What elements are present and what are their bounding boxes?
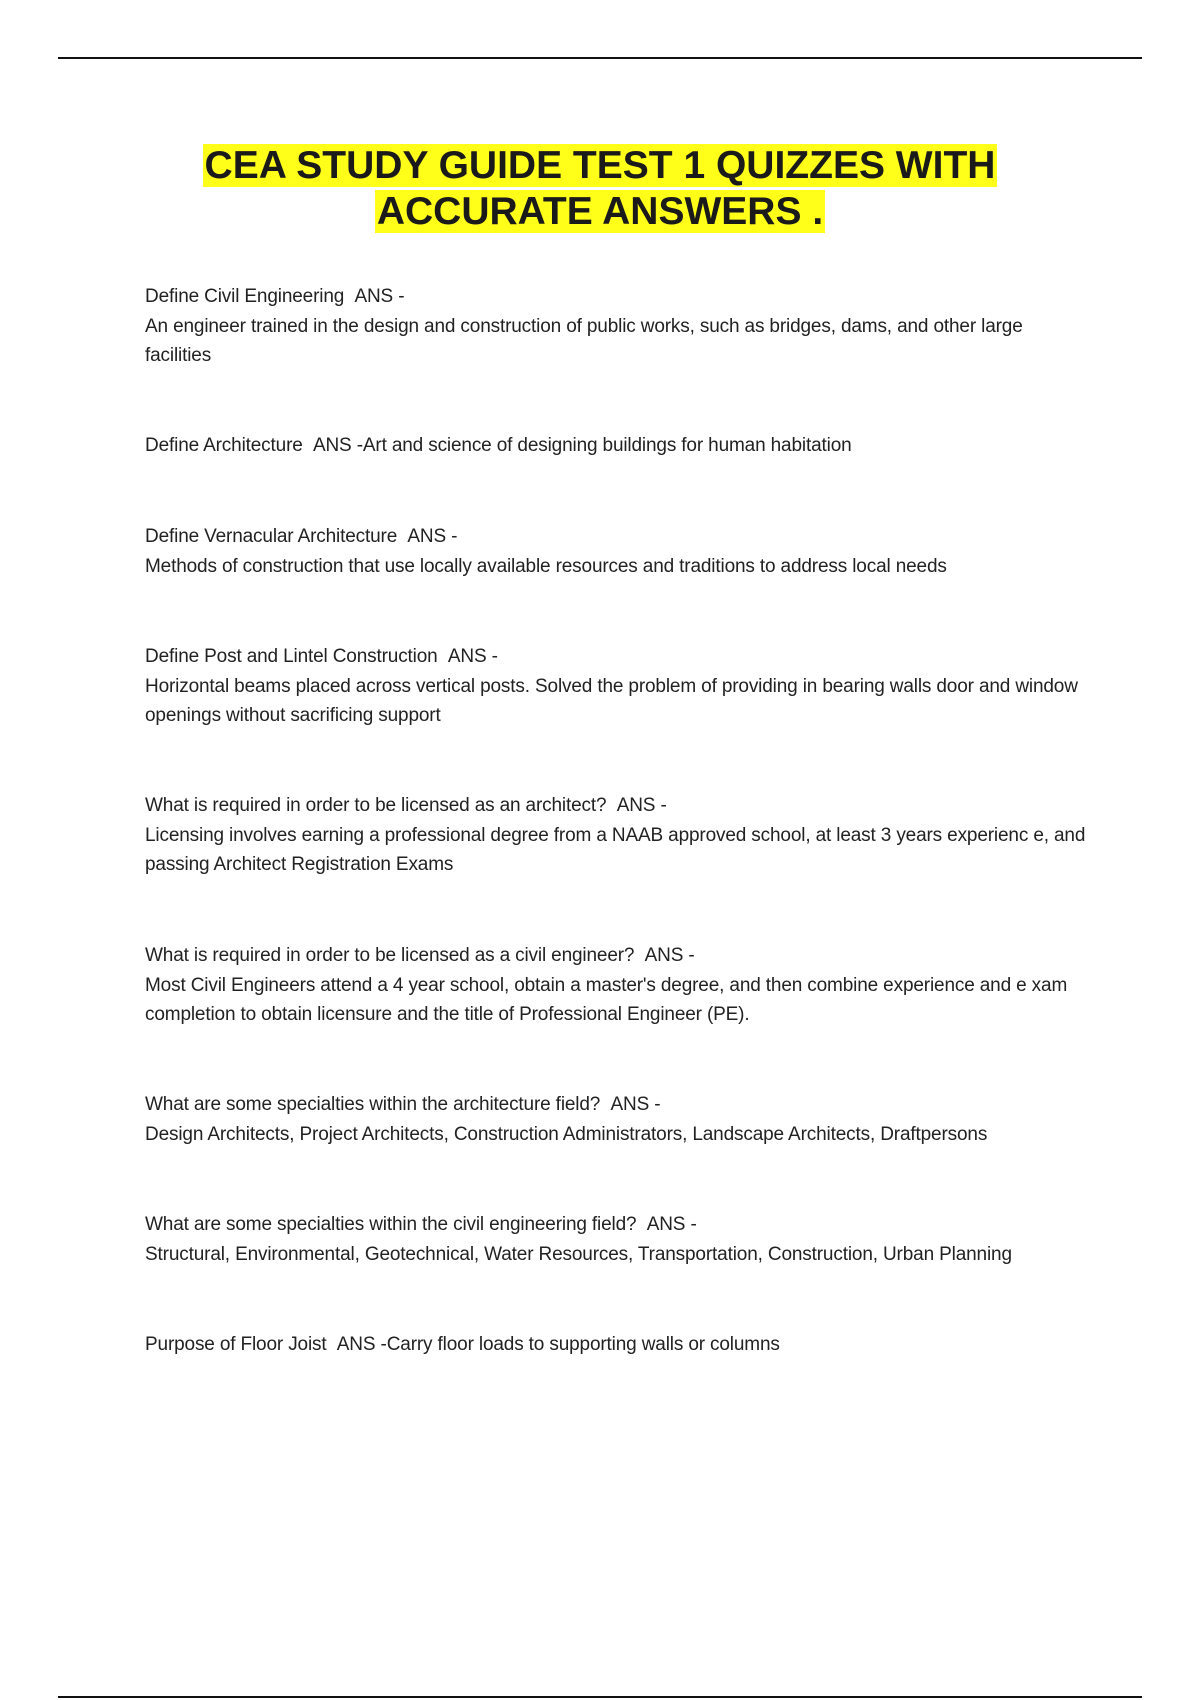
top-rule	[58, 57, 1142, 59]
qa-item	[145, 941, 1090, 1030]
answer-marker: ANS -	[447, 646, 498, 667]
answer-text: Most Civil Engineers attend a 4 year school, obtain a master's degree, and then combine experience and e xam completion to obtain licensure and the title of Professional Engineer (PE).	[145, 974, 1068, 1025]
question-text: What are some specialties within the architecture field?	[145, 1094, 601, 1115]
answer-marker: ANS -	[312, 435, 363, 456]
answer-text: Licensing involves earning a professional degree from a NAAB approved school, at least 3 years experienc e, and passing Architect Registration Exams	[145, 824, 1086, 875]
answer-marker: ANS -	[354, 286, 405, 307]
answer-text: Carry floor loads to supporting walls or columns	[386, 1334, 780, 1355]
answer-text: Structural, Environmental, Geotechnical, Water Resources, Transportation, Construction, Urban Planning	[145, 1243, 1012, 1265]
question-text: Purpose of Floor Joist	[145, 1334, 327, 1355]
answer-marker: ANS -	[644, 945, 695, 966]
title-line-2: ACCURATE ANSWERS .	[376, 190, 824, 233]
title-line-1: CEA STUDY GUIDE TEST 1 QUIZZES WITH	[204, 144, 996, 187]
qa-item	[145, 791, 1090, 880]
qa-item	[145, 431, 852, 461]
answer-text: An engineer trained in the design and construction of public works, such as bridges, dams, and other large facilities	[145, 315, 1023, 366]
document-title	[0, 143, 1200, 235]
question-text: Define Vernacular Architecture	[145, 526, 398, 547]
qa-item	[145, 642, 1090, 731]
question-text: What is required in order to be licensed as an architect?	[145, 795, 607, 816]
qa-item	[145, 522, 947, 581]
qa-item	[145, 1210, 1012, 1269]
answer-marker: ANS -	[646, 1214, 697, 1235]
qa-item	[145, 1090, 987, 1149]
question-text: What are some specialties within the civil engineering field?	[145, 1214, 637, 1235]
answer-text: Methods of construction that use locally available resources and traditions to address local needs	[145, 555, 947, 577]
answer-marker: ANS -	[336, 1334, 387, 1355]
qa-item	[145, 282, 1090, 371]
answer-text: Art and science of designing buildings for human habitation	[362, 435, 852, 456]
answer-text: Design Architects, Project Architects, Construction Administrators, Landscape Architects, Draftpersons	[145, 1123, 988, 1145]
answer-marker: ANS -	[610, 1094, 661, 1115]
question-text: What is required in order to be licensed as a civil engineer?	[145, 945, 635, 966]
answer-marker: ANS -	[616, 795, 667, 816]
qa-item	[145, 1330, 780, 1360]
question-text: Define Civil Engineering	[145, 286, 345, 307]
question-text: Define Architecture	[145, 435, 303, 456]
answer-marker: ANS -	[407, 526, 458, 547]
question-text: Define Post and Lintel Construction	[145, 646, 438, 667]
bottom-rule	[58, 1696, 1142, 1698]
answer-text: Horizontal beams placed across vertical posts. Solved the problem of providing in bearing walls door and window openings without sacrificing support	[145, 675, 1078, 726]
